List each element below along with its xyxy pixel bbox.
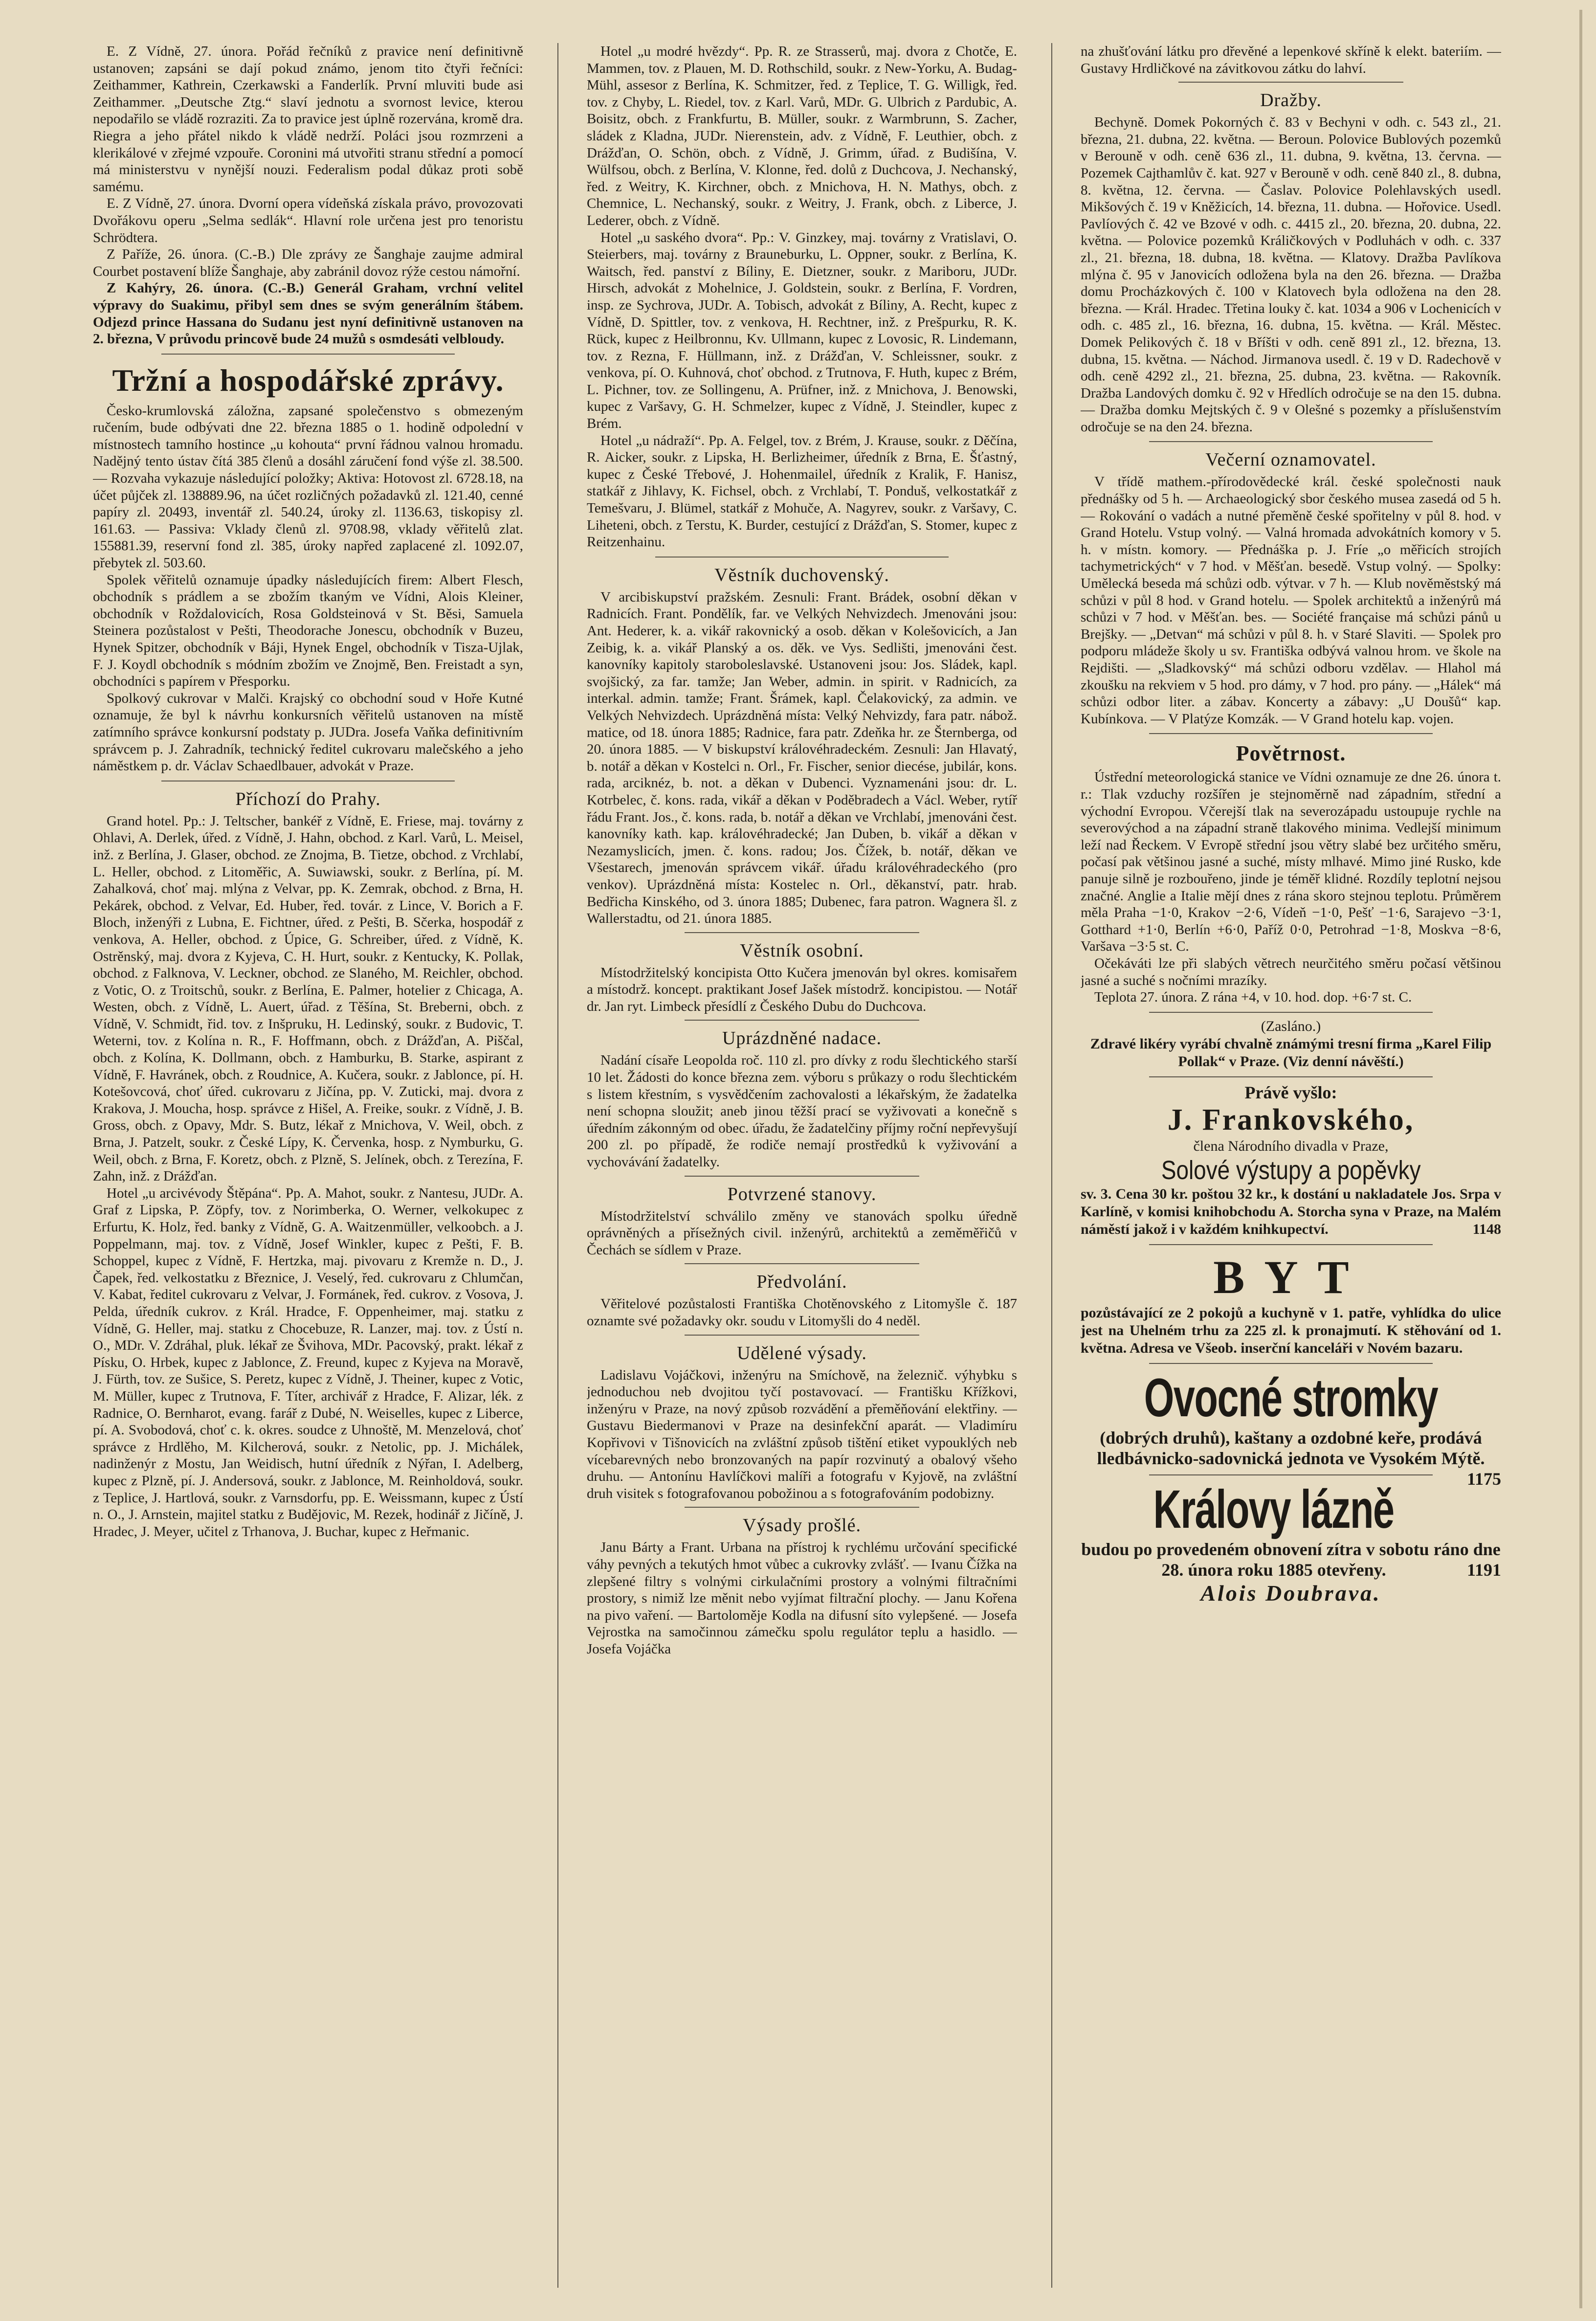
section-title-expired: Výsady prošlé. [743,1515,861,1536]
advert-baths-number: 1191 [1466,1560,1501,1580]
section-title-summons: Předvolání. [756,1272,847,1293]
col3-top-paragraph: na zhušťování látku pro dřevěné a lepenkové skříně k elekt. bateriím. — Gustavy Hrdličkové na závitkovou zátku do lahví. [1081,44,1501,76]
divider [161,354,455,355]
advert-trees-head: Ovocné stromky [1144,1367,1438,1428]
advert-book [1081,1082,1501,1238]
advert-flat-body: pozůstávající ze 2 pokojů a kuchyně v 1. patře, vyhlídka do ulice jest na Uhelném trhu za 225 zl. k pronajmutí. K stěhování od 1. května. Adresa ve Všeob. inserční kanceláři v Novém bazaru. [1081,1304,1501,1356]
divider [685,1176,919,1177]
news-paragraph: Z Kahýry, 26. února. (C.-B.) Generál Graham, vrchní velitel výpravy do Suakimu, přibyl sem dnes se svým generálním štábem. Odjezd prince Hassana do Sudanu jest nyní definitivně ustanoven na 2. března, V průvodu princově bude 24 mužů s osmdesáti velbloudy. [93,280,523,347]
market-paragraph: Spolek věřitelů oznamuje úpadky následujících firem: Albert Flesch, obchodník s prádlem a se zbožím tkaným ve Vídni, Alois Kleiner, obchodník v Roždalovicích, Rosa Goldsteinová v St. Běsi, Samuela Steinera pozůstalost v Pešti, Theodorache Jonescu, obchodník v Buzeu, Hynek Spitzer, obchodník v Báji, Hynek Engel, obchodník v Tisza-Ujlak, F. J. Koydl obchodník s módním zbožím ve Znojmě, Ben. Freistadt a syn, obchodníci s papírem v Přesporku. [93,572,523,690]
column-2 [587,43,1017,2288]
hotel-paragraph: Hotel „u nádraží“. Pp. A. Felgel, tov. z Brém, J. Krause, soukr. z Děčína, R. Aicker, soukr. z Lipska, H. Berlizheimer, úředník z Brna, E. Šťastný, kupec z České Třebové, J. Hohenmailel, úředník z Kralik, F. Hanisz, statkář z Jihlavy, K. Fichsel, obch. z Vrchlabí, T. Ponduš, velkostatkář z Temešvaru, J. Blümel, statkář z Mohuče, A. Nagyrev, soukr. z Varšavy, C. Liheteni, obch. z Terstu, K. Burder, cestující z Drážďan, S. Stomer, kupec z Reitzenhainu. [587,432,1017,550]
advert-book-author: J. Frankovského, [1167,1103,1415,1137]
divider [1149,1012,1433,1013]
market-paragraph: Česko-krumlovská záložna, zapsané společenstvo s obmezeným ručením, bude odbývati dne 22. března 1885 o 1. hodině odpolední v místnostech tamního hostince „u kohouta“ první řádnou valnou hromadu. Nadějný tento ústav čítá 385 členů a dosáhl záručení fond výše zl. 38.500. — Rozvaha vykazuje následující položky; Aktiva: Hotovost zl. 6728.18, na účet půjček zl. 138889.96, na účet rozličných požadavků zl. 121.40, cenné papíry zl. 20493, inventář zl. 540.24, úroky zl. 1136.63, tiskopisy zl. 161.63. — Passiva: Vklady členů zl. 9708.98, vklady věřitelů zlat. 155881.39, reservní fond zl. 385, úroky napřed zaplacené zl. 1092.07, přebytek zl. 503.60. [93,402,523,571]
section-title-market: Tržní a hospodářské zprávy. [112,362,504,398]
column-rule [557,43,558,2288]
section-title-vacant: Uprázdněné nadace. [722,1028,882,1049]
section-title-spiritual: Věstník duchovenský. [714,564,889,585]
auctions-paragraph: Bechyně. Domek Pokorných č. 83 v Bechyni v odh. c. 543 zl., 21. března, 21. dubna, 22. května. — Beroun. Polovice Bublových pozemků v Berouně v odh. ceně 636 zl., 11. dubna, 9. května, 13. června. — Pozemek Cajthamlův č. kat. 927 v Berouně v odh. ceně 840 zl., 8. dubna, 8. května, 12. června. — Časlav. Polovice Polehlavských usedl. Mikšových č. 19 v Kněžicích, 14. března, 11. dubna. — Hořovice. Usedl. Pavlíových č. 42 ve Bzové v odh. c. 4415 zl., 20. března, 20. dubna, 22. května. — Polovice pozemků Králičkových v Podluhách v odh. c. 337 zl., 21. března, 18. dubna, 18. května. — Klatovy. Dražba Pavlíkova mlýna č. 95 v Janovicích odložena byla na den 26. března. — Dražba domu Procházkových č. 100 v Klatovech byla odložena na den 28. března. — Král. Hradec. Třetina louky č. kat. 1034 a 906 v Lochenicích v odh. c. 485 zl., 16. března, 16. dubna, 15. května. — Král. Městec. Domek Pelikových č. 18 v Bříšti v odh. ceně 891 zl., 12. března, 13. dubna, 15. května. — Náchod. Jirmanova usedl. č. 19 v D. Radechově v odh. ceně 4292 zl., 21. března, 25. dubna, 23. května. — Rakovník. Dražba Landových domku č. 92 v Hředlích odročuje se na den 15. dubna. — Dražba domku Mejtských č. 9 v Olešné s pozemky a příslušenstvím odročuje se na den 24. března. [1081,114,1501,435]
news-paragraph: Z Paříže, 26. února. (C.-B.) Dle zprávy ze Šanghaje zaujme admiral Courbet postavení blíže Šanghaje, aby zabránil dovoz rýže cestou námořní. [93,246,523,279]
advert-trees-text: (dobrých druhů), kaštany a ozdobné keře, prodává lledbávnicko-sadovnická jednota ve Vysokém Mýtě. [1097,1428,1485,1468]
divider [685,1263,919,1264]
advert-baths-signature: Alois Doubrava. [1200,1580,1381,1606]
advert-trees [1081,1367,1501,1489]
confirmed-paragraph: Místodržitelství schválilo změny ve stanovách spolku úředně oprávněných a přísežných civil. inženýrů, architektů a zeměměřičů v Čechách se sídlem v Praze. [587,1208,1017,1258]
arrivals-paragraph: Grand hotel. Pp.: J. Teltscher, bankéř z Vídně, E. Friese, maj. továrny z Ohlavi, A. Derlek, úřed. z Vídně, J. Hahn, obchod. z Karl. Varů, L. Meisel, inž. z Berlína, J. Glaser, obchod. ze Znojma, B. Tietze, obchod. z Vrchlabí, L. Heller, obchod. z Litoměřic, A. Suwiawski, soukr. z Berlína, pí. M. Zahalková, choť maj. mlýna z Velvar, pp. K. Zemrak, obchod. z Brna, H. Pekárek, obchod. z Velvar, Ed. Huber, řed. továr. z Lince, V. Borich a F. Bloch, inženýři z Lubna, E. Fichtner, úřed. z Pešti, B. Sčerka, hospodář z venkova, A. Heller, obchod. z Úpice, G. Schreiber, úřed. z Vídně, K. Ostrěnský, maj. dvora z Kyjeva, C. H. Hurt, soukr. z Kentucky, K. Pollak, obchod. z Falknova, V. Leckner, obchod. ze Slaného, M. Reichler, obchod. z Votic, O. z Troitschů, soukr. z Berlína, E. Palmer, hotelier z Chicaga, A. Westen, obch. z Vídně, L. Auert, úřad. z Těšína, St. Breberni, obch. z Vídně, V. Schmidt, řid. tov. z Inšpruku, H. Ledinský, soukr. z Budovic, T. Weterni, tov. z Kolína n. R., F. Hoffmann, obch. z Drážďan, A. Piščal, obch. z Kolína, K. Dollmann, obch. z Hamburku, B. Starke, aspirant z Vídně, F. Havránek, obch. z Roudnice, A. Kučera, soukr. z Jablonce, pí. H. Kotešovcová, choť úřed. cukrovaru z Jičína, pp. V. Zuticki, maj. dvora z Krakova, J. Moucha, hosp. správce z Hišel, A. Freike, soukr. z Vídně, J. B. Gross, obch. z Opavy, Mdr. S. Butz, lékař z Mnichova, V. Weil, obch. z Brna, J. Patzelt, soukr. z České Lípy, K. Červenka, hosp. z Nymburku, G. Weil, obch. z Brna, F. Koretz, obch. z Plzně, S. Jelínek, obch. z Terezína, F. Zahn, inž. z Drážďan. [93,813,523,1184]
news-paragraph: E. Z Vídně, 27. února. Dvorní opera vídeňská získala právo, provozovati Dvořákovu operu „Selma sedlák“. Hlavní role určena jest pro tenoristu Schrödtera. [93,196,523,245]
sent-body: Zdravé likéry vyrábí chvalně známými tresní firma „Karel Filip Pollak“ v Praze. (Viz denní návěští.) [1090,1035,1492,1070]
news-paragraph: E. Z Vídně, 27. února. Pořád řečníků z pravice není definitivně ustanoven; zapsáni se dají pokud známo, jenom tito čtyři řečníci: Zeithammer, Kathrein, Czerkawski a Fanderlík. První mluviti bude asi Zeithammer. „Deutsche Ztg.“ slaví jednotu a svornost levice, kterou nepodařilo se vládě rozraziti. Za to pravice jest úplně rozervána, kromě dra. Riegra a jeho přátel nikdo k vládě nedrží. Poláci jsou rozmrzeni a klerikálové v zřejmé vzpouře. Coronini má utvořiti stranu střední a pomocí má ministerstvu v nynější nouzi. Federalism podal důkaz proti sobě samému. [93,44,523,195]
divider [685,1335,919,1336]
weather-temperature: Teplota 27. února. Z rána +4, v 10. hod. dop. +6·7 st. C. [1094,989,1412,1005]
divider [685,1507,919,1508]
divider [1149,1076,1433,1077]
divider [1178,82,1403,83]
expired-paragraph: Janu Bárty a Frant. Urbana na přístroj k rychlému určování specifické váhy pevných a tekutých hmot vůbec a cukrovky zvlášť. — Ivanu Čížka na zlepšené filtry s volnými cirkulačními prostory a volnými filtračními prostory, s nimiž lze měnit nebo vyjímat filtrační plochy. — Janu Kořena na pivo vaření. — Bartoloměje Kodla na difusní síto vylepšené. — Josefa Vejrostka na samočinnou zámečku spolu regulátor teplu a hasidlo. — Josefa Vojáčka [587,1540,1017,1657]
section-title-weather: Povětrnost. [1236,741,1346,766]
divider [685,1020,919,1021]
advert-trees-number: 1175 [1466,1469,1501,1489]
market-paragraph: Spolkový cukrovar v Malči. Krajský co obchodní soud v Hoře Kutné oznamuje, že byl k návrhu konkursních věřitelů ustanoven na místě zatímního správce konkursní podstaty p. JUDra. Josefa Vaňka definitivním správcem p. J. Zahradník, technický ředitel cukrovaru malečského a jeho náměstkem p. dr. Václav Schaedlbauer, advokát v Praze. [93,690,523,774]
advert-trees-body [1081,1428,1501,1489]
divider [655,557,949,558]
divider [1149,1363,1433,1364]
advert-book-text: sv. 3. Cena 30 kr. poštou 32 kr., k dostání u nakladatele Jos. Srpa v Karlíně, v komisi knihobchodu A. Storcha syna v Praze, na Malém náměstí jakož i v každém knihkupectví. [1081,1185,1501,1237]
section-title-personal: Věstník osobní. [740,940,864,961]
hotel-paragraph: Hotel „u saského dvora“. Pp.: V. Ginzkey, maj. továrny z Vratislavi, O. Steierbers, maj. továrny z Brauneburku, L. Oppner, soukr. z Berlína, K. Waitsch, řed. panství z Bíliny, E. Dietzner, soukr. z Mariboru, JUDr. Hirsch, advokát z Mohelnice, J. Goldstein, soukr. z Berlína, F. Vordren, insp. ze Sychrova, JUDr. A. Tobisch, advokát z Bíliny, A. Recht, kupec z Vídně, D. Spittler, tov. z venkova, H. Rechtner, inž. z Prešpurku, R. K. Rück, kupec z Heilbronnu, Kv. Ullmann, kupec z Lovosic, R. Lindemann, tov. z Rezna, F. Hüllmann, inž. z Drážďan, V. Schleissner, soukr. z venkova, pí. O. Kuhnová, choť obchod. z Trutnova, F. Huth, kupec z Brém, L. Pichner, tov. ze Sollingenu, A. Prüfner, inž. z Mnichova, J. Benowski, kupec z Varšavy, G. H. Schmelzer, kupec z Vídně, J. Steindler, kupec z Brém. [587,229,1017,432]
column-rule [1051,43,1052,2288]
column-1 [93,43,523,2288]
divider [1149,733,1433,734]
section-title-granted: Udělené výsady. [737,1342,867,1363]
section-title-confirmed: Potvrzené stanovy. [727,1183,877,1205]
weather-forecast: Očekáváti lze při slabých větrech neurčitého směru počasí většinou jasné a suché s nočními mrazíky. [1081,955,1501,988]
personal-paragraph: Místodržitelský koncipista Otto Kučera jmenován byl okres. komisařem a místodrž. koncept. praktikant Josef Jašek místodrž. koncipistou. — Notář dr. Jan ryt. Limbeck přesídlí z Českého Dubu do Duchcova. [587,964,1017,1014]
advert-baths-head: Královy lázně [1153,1479,1394,1540]
vacant-paragraph: Nadání císaře Leopolda roč. 110 zl. pro dívky z rodu šlechtického starší 10 let. Žádosti do konce března zem. výboru s průkazy o rodu šlechtickém s listem křestním, s vysvědčením zachovalosti a lékařským, že žadatelka není schopna sloužit; aneb jinou těžší prací se vyživovati a konečně s úředním zákonným od obec. úřadu, že žadatelčiny příjmy roční nepřevyšují 200 zl. po případě, že rodiče nemají prostředků k vyživování a vychovávání žadatelky. [587,1052,1017,1170]
spiritual-paragraph: V arcibiskupství pražském. Zesnuli: Frant. Brádek, osobní děkan v Radnicích. Frant. Pondělík, far. ve Velkých Nehvizdech. Jmenováni jsou: Ant. Hederer, k. a. vikář rakovnický a osob. děkan v Kolešovicích, a Jan Zeibig, k. a. vikář Planský a os. děk. ve Vys. Sedlišti, jmenováni čest. kanovníky kapitoly staroboleslavské. Ustanoveni jsou: Jos. Sládek, kapl. svojšický, za far. tamže; Jan Weber, admin. in spirit. v Radnicích, za interkal. admin. tamže; Frant. Šrámek, kapl. Čelakovický, za admin. ve Velkých Nehvizdech. Uprázdněná místa: Velký Nehvizdy, fara patr. nábož. matice, od 18. února 1885; Radnice, fara patr. Zdeňka hr. ze Šternberga, od 20. února 1885. — V biskupství královéhradeckém. Zesnuli: Jan Hlavatý, b. notář a děkan v Kostelci n. Orl., Fr. Fischer, senior diecése, jubilár, kons. rada, arciknéz, b. not. a děkan v Dubenci. Vyznamenáni jsou: dr. L. Kotrbelec, č. kons. rada, vikář a děkan v Poděbradech a Václ. Weber, rytíř řádu Frant. Jos., č. kons. rada, b. notář a děkan ve Vrchlabí, jmenováni čest. kanovníky kath. kap. královéhradecké; Jan Duben, b. vikář a děkan v Nezamyslicích, jmen. č. kons. radou; Jos. Čížek, b. notář, děkan ve Všestarech, jmenován správcem vikář. úřadu královéhradeckého (pro venkov). Uprázdněná místa: Kostelec n. Orl., děkanství, patr. hrab. Bedřicha Kinského, od 3. února 1885; Dubenec, fara patron. Wagnera šl. z Wallerstadtu, od 21. února 1885. [587,589,1017,927]
divider [1149,1244,1433,1245]
advert-baths-body [1081,1539,1501,1580]
advert-book-head: Právě vyšlo: [1244,1082,1337,1102]
advert-flat-head: BYT [1213,1250,1369,1303]
divider [1149,1474,1433,1475]
divider [1149,441,1433,442]
page-edge-shadow [1579,10,1582,2308]
section-title-evening: Večerní oznamovatel. [1205,449,1376,470]
hotel-paragraph: Hotel „u modré hvězdy“. Pp. R. ze Strasserů, maj. dvora z Chotče, E. Mammen, tov. z Plauen, M. D. Rothschild, soukr. z New-Yorku, A. Budag-Mühl, assesor z Berlína, K. Schmitzer, řed. z Teplice, T. G. Willigk, řed. tov. z Chyby, L. Riedel, tov. z Karl. Varů, MDr. G. Ulbrich z Pardubic, A. Boisitz, obch. z Frankfurtu, B. Müller, soukr. z Warmbrunn, S. Zacher, sládek z Kladna, JUDr. Nierenstein, adv. z Vídně, F. Leuthier, obch. z Drážďan, O. Schön, obch. z Vídně, J. Grimm, úřad. z Budišína, V. Wülfsou, obch. z Berlína, V. Klonne, řed. dolů z Duchcova, J. Nechanský, řed. z Weitry, K. Kirchner, obch. z Mnichova, H. N. Mathys, obch. z Chemnice, L. Nechanský, soukr. z Weitry, J. Frank, obch. z Liberce, J. Lederer, obch. z Vídně. [587,44,1017,228]
evening-paragraph: V třídě mathem.-přírodovědecké král. české společnosti nauk přednášky od 5 h. — Archaeologický sbor českého musea zasedá od 5 h. — Rokování o vadách a nutné přeměně české spořitelny v půl 8. hod. v Grand Hotelu. Vstup volný. — Valná hromada advokátních komory v 5. h. v místn. komory. — Přednáška p. J. Fríe „o měřicích strojích tachymetrických“ v 7 hod. v Měšťan. besedě. Vstup volný. — Spolky: Umělecká beseda má schůzi odb. výtvar. v 7 h. — Klub nověměstský má schůzi v půl 8 hod. v Grand hotelu. — Spolek architektů a inženýrů má schůzi v 7 hod. v Měšťan. bes. — Société française má schůzi pánů u Brejšky. — „Detvan“ má schůzi v půl 8. h. v Staré Slaviti. — Spolek pro podporu mládeže školy u sv. Františka odbývá valnou hrom. ve škole na Rejdišti. — „Sladkovský“ má schůzi odboru vzdělav. — Hlahol má zkoušku na rekviem v 5 hod. pro dámy, v 7 hod. pro pány. — „Hálek“ má schůzi odbor liter. a zábav. Koncerty a zábavy: „U Doušů“ kap. Kubínkova. — V Platýze Komzák. — V Grand hotelu kap. vojen. [1081,474,1501,727]
arrivals-paragraph: Hotel „u arcivévody Štěpána“. Pp. A. Mahot, soukr. z Nantesu, JUDr. A. Graf z Lipska, P. Zöpfy, tov. z Norimberka, O. Werner, velkokupec z Erfurtu, K. Holz, řed. banky z Vídně, G. A. Waitzenmüller, velkoobch. a J. Poppelmann, maj. tov. z Vídně, Josef Winkler, kupec z Pešti, F. B. Schoppel, kupec z Vídně, F. Hertzka, maj. pivovaru z Kremže n. D., J. Čapek, řed. velkostatku z Březnice, J. Veselý, řed. cukrovaru z Chlumčan, V. Kabat, ředitel cukrovaru z Velvar, J. Formánek, řed. cukrov. z Vosova, J. Pelda, úředník cukrov. z Král. Hradce, F. Oppenheimer, maj. statku z Vídně, G. Heller, maj. statku z Chocebuze, R. Lanzer, maj. tov. z Ústí n. O., MDr. V. Zdráhal, pluk. lékař ze Švihova, MDr. Pacovský, prakt. lékař z Písku, O. Hrbek, kupec z Jablonce, Z. Freund, kupec z Kyjeva na Moravě, J. Fürth, tov. ze Sušice, S. Peretz, kupec z Vídně, J. Theiner, kupec z Votic, M. Müller, kupec z Trutnova, F. Títer, archivář z Hradce, F. Alizar, lék. z Radnice, O. Bernharot, evang. farář z Dubé, N. Weiselles, kupec z Liberce, pí. A. Svobodová, choť c. k. okres. soudce z Uhnoště, M. Menzelová, choť správce z Hrdlěho, M. Kilcherová, soukr. z Netolic, pp. J. Michálek, nadinženýr z Mostu, Jan Weidisch, hutní úředník z Nýřan, I. Adelberg, kupec z Plzně, pí. J. Andersová, soukr. z Jablonce, M. Reinholdová, soukr. z Teplice, J. Hartlová, soukr. z Varnsdorfu, pp. E. Weissmann, kupec z Ústí n. O., J. Arnstein, majitel statku z Budějovic, M. Rezek, hodinář z Jičíně, J. Hradec, J. Meyer, učitel z Trhanova, J. Buchar, kupec z Heřmanic. [93,1185,523,1540]
advert-flat [1081,1250,1501,1357]
summons-paragraph: Věřitelové pozůstalosti Františka Chotěnovského z Litomyšle č. 187 oznamte své požadavky okr. soudu v Litomyšli do 4 neděl. [587,1296,1017,1329]
divider [685,932,919,933]
sent-notice [1081,1018,1501,1071]
section-title-arrivals: Příchozí do Prahy. [235,788,381,809]
advert-book-title: Solové výstupy a popěvky [1161,1155,1421,1185]
advert-book-body [1081,1185,1501,1238]
section-title-auctions: Dražby. [1260,90,1322,111]
weather-paragraph: Ústřední meteorologická stanice ve Vídni oznamuje ze dne 26. února t. r.: Tlak vzduchy rozšířen je stejnoměrně nad západním, střední a východní Evropou. Včerejší tlak na severozápadu ustoupuje rychle na severovýchod a na západní straně tlakového minima. Vedlejší minimum leží nad Řeckem. V Evropě střední jsou větry slabé bez určitého směru, počasí pak většinou jasné a suché, místy mlhavé. Mimo jiné Rusko, kde panuje silně je rozbouřeno, jinde je téměř klidné. Rozdíly teplotní nejsou značné. Anglie a Italie mějí dnes z rána skoro stejnou teplotu. Průměrem měla Praha −1·0, Krakov −2·6, Vídeň −1·0, Pešť −1·6, Sarajevo −3·1, Gotthard +1·0, Berlín +6·0, Paříž 0·0, Petrohrad −1·8, Moskva −8·6, Varšava −3·5 st. C. [1081,769,1501,955]
advert-book-sub: člena Národního divadla v Praze, [1193,1138,1389,1154]
column-3 [1081,43,1501,2288]
advert-book-number: 1148 [1472,1221,1501,1237]
advert-baths [1081,1480,1501,1606]
newspaper-page [93,43,1501,2288]
advert-baths-text: budou po provedeném obnovení zítra v sobotu ráno dne 28. února roku 1885 otevřeny. [1081,1539,1501,1580]
granted-paragraph: Ladislavu Vojáčkovi, inženýru na Smíchově, na železnič. výhybku s jednoduchou neb dvojitou tyčí postavovací. — Františku Křížkovi, inženýru v Praze, na nový způsob rozvádění a přeměňování elektřiny. — Gustavu Biedermanovi v Praze na desinfekční aparát. — Vladimíru Kopřivovi v Tišnovicích na zvláštní způsob tištění etiket vypouklých neb vícebarevných nebo bronzovaných na papír rozvinutý a obalový všeho druhu. — Antonínu Havlíčkovi malíři a fotografu v Kyjově, na zvláštní druh visitek s fotografovanou pobožinou a s fotografováním podobizny. [587,1367,1017,1501]
sent-title: (Zasláno.) [1261,1018,1321,1034]
